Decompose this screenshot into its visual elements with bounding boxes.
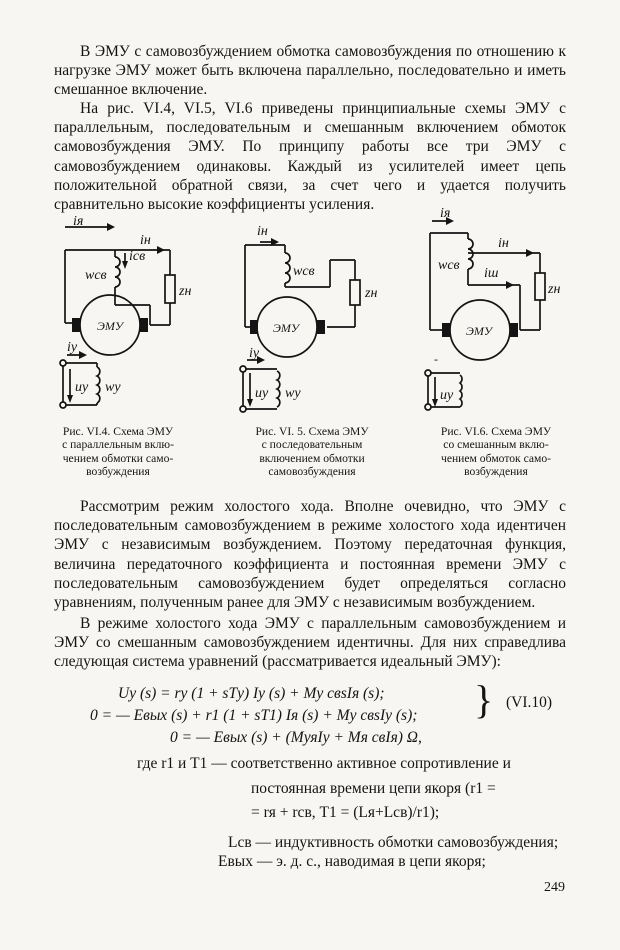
- label-i-y: iу: [67, 340, 78, 355]
- label-i-n: iн: [257, 224, 268, 239]
- figure-vi4-schematic: [55, 215, 205, 415]
- svg-text:-: -: [434, 352, 438, 366]
- caption-vi4: Рис. VI.4. Схема ЭМУ с параллельным вклю- чением обмотки само- возбуждения: [62, 425, 174, 479]
- label-z-n: zн: [179, 284, 192, 299]
- paragraph-2: На рис. VI.4, VI.5, VI.6 приведены принципиальные схемы ЭМУ с параллельным, последовательным и смешанным включением обмоток самовозбуждения ЭМУ. По принципу работы все три ЭМУ с самовозбуждением одинаковы. Каждый из усилителей имеет цепь положительной обратной связи, за счет чего и удается получить сравнительно высокие коэффициенты усиления.: [54, 100, 566, 214]
- label-i-ya: iя: [73, 215, 84, 229]
- paragraph-1: В ЭМУ с самовозбуждением обмотка самовозбуждения по отношению к нагрузке ЭМУ может быть включена параллельно, последовательно и иметь смешанное включение.: [54, 43, 566, 99]
- label-z-n: zн: [365, 286, 378, 301]
- definition-where-line2: постоянная времени цепи якоря (r1 =: [251, 780, 496, 797]
- label-i-n: iн: [498, 236, 509, 251]
- definition-where-line1: где r1 и T1 — соответственно активное сопротивление и: [137, 755, 511, 772]
- label-i-y: iу: [249, 346, 260, 361]
- label-i-n: iн: [140, 233, 151, 248]
- paragraph-3: Рассмотрим режим холостого хода. Вполне очевидно, что ЭМУ с последовательным самовозбуждением в режиме холостого хода идентичен ЭМУ с независимым возбуждением. Поэтому передаточная функция, величина передаточного коэффициента и постоянная времени ЭМУ с последовательным самовозбуждением будет определяться согласно уравнениям, полученным ранее для ЭМУ с независимым возбуждением.: [54, 498, 566, 612]
- label-i-sh: iш: [484, 266, 499, 281]
- label-w-sv: wсв: [438, 258, 460, 273]
- figure-vi5-schematic: [235, 215, 385, 415]
- label-w-sv: wсв: [293, 264, 315, 279]
- equation-1: Uу (s) = rу (1 + sTу) Iу (s) + Mу свsIя (s);: [118, 685, 385, 702]
- caption-vi5: Рис. VI. 5. Схема ЭМУ с последовательным включением обмотки самовозбуждения: [255, 425, 369, 479]
- equation-brace: }: [474, 677, 494, 722]
- paragraph-4: В режиме холостого хода ЭМУ с параллельным самовозбуждением и ЭМУ со смешанным самовозбуждением идентичны. Для них справедлива следующая система уравнений (рассматривается идеальный ЭМУ):: [54, 615, 566, 671]
- label-emu: ЭМУ: [466, 324, 492, 338]
- label-w-y: wу: [105, 380, 121, 395]
- figure-vi6-schematic: [420, 205, 570, 415]
- label-z-n: zн: [548, 282, 561, 297]
- label-i-ya: iя: [440, 206, 451, 221]
- equation-2: 0 = — Eвых (s) + r1 (1 + sT1) Iя (s) + Mу свsIу (s);: [90, 707, 418, 724]
- equation-3: 0 = — Eвых (s) + (MуяIу + Mя свIя) Ω,: [170, 729, 422, 746]
- label-emu: ЭМУ: [273, 321, 299, 335]
- label-i-sv: iсв: [129, 249, 146, 264]
- caption-vi6: Рис. VI.6. Схема ЭМУ со смешанным вклю- чением обмоток само- возбуждения: [440, 425, 552, 479]
- definition-l-sv: Lсв — индуктивность обмотки самовозбуждения;: [228, 834, 559, 851]
- page-number: 249: [544, 880, 565, 895]
- equation-number: (VI.10): [506, 694, 553, 711]
- label-u-y: uу: [255, 386, 269, 401]
- label-u-y: uу: [75, 380, 89, 395]
- definition-e-vyh: Eвых — э. д. с., наводимая в цепи якоря;: [218, 853, 486, 870]
- label-w-sv: wсв: [85, 268, 107, 283]
- definition-where-line3: = rя + rсв, T1 = (Lя+Lсв)/r1);: [251, 804, 440, 821]
- label-emu: ЭМУ: [97, 319, 123, 333]
- label-w-y: wу: [285, 386, 301, 401]
- label-u-y: uу: [440, 388, 454, 403]
